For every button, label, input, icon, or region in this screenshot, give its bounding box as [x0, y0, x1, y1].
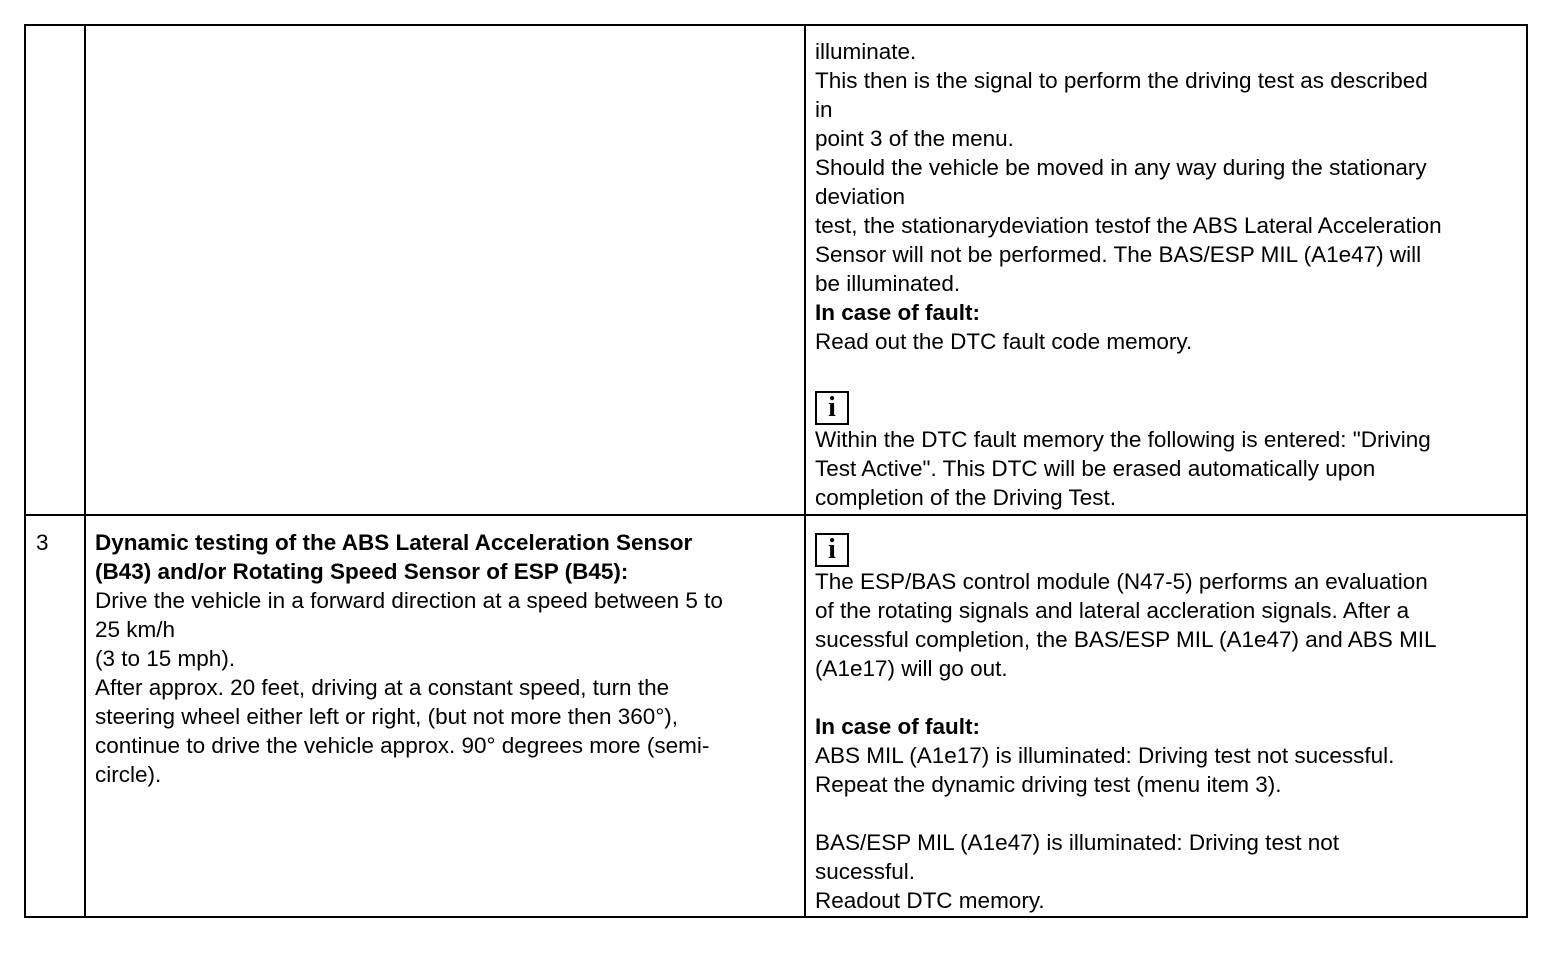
result-line: This then is the signal to perform the driving test as described: [815, 68, 1428, 93]
step-result: [806, 26, 1526, 512]
step-title-line: Dynamic testing of the ABS Lateral Acceleration Sensor: [95, 530, 693, 555]
fault-heading: In case of fault:: [815, 300, 981, 325]
note-line: Test Active". This DTC will be erased automatically upon: [815, 456, 1376, 481]
step-body-line: steering wheel either left or right, (but not more then 360°),: [95, 704, 679, 729]
step-number-cell: [25, 25, 85, 515]
step-result-cell: [805, 25, 1527, 515]
step-number: 3: [36, 530, 49, 555]
step-description: [86, 26, 804, 38]
spacer: [815, 683, 1518, 712]
table-row: [25, 515, 1527, 917]
step-title-line: (B43) and/or Rotating Speed Sensor of ESP (B45):: [95, 559, 629, 584]
fault-action: Readout DTC memory.: [815, 888, 1045, 913]
step-description-cell: [85, 25, 805, 515]
note-line: Within the DTC fault memory the following is entered: "Driving: [815, 427, 1431, 452]
info-icon: i: [815, 391, 849, 425]
result-line: test, the stationarydeviation testof the ABS Lateral Acceleration: [815, 213, 1442, 238]
step-result-cell: [805, 515, 1527, 917]
note-line: (A1e17) will go out.: [815, 656, 1008, 681]
step-description: [86, 516, 804, 789]
result-line: deviation: [815, 184, 906, 209]
fault-action: Repeat the dynamic driving test (menu item 3).: [815, 772, 1282, 797]
spacer: [815, 799, 1518, 828]
table-row: [25, 25, 1527, 515]
step-body-line: circle).: [95, 762, 162, 787]
step-body-line: (3 to 15 mph).: [95, 646, 236, 671]
step-number-cell: [25, 515, 85, 917]
step-number: [26, 26, 84, 38]
spacer: [815, 356, 1518, 385]
result-line: in: [815, 97, 833, 122]
procedure-table: [24, 24, 1528, 918]
result-line: Should the vehicle be moved in any way during the stationary: [815, 155, 1427, 180]
step-body-line: continue to drive the vehicle approx. 90° degrees more (semi-: [95, 733, 710, 758]
note-line: of the rotating signals and lateral accleration signals. After a: [815, 598, 1410, 623]
note-line: sucessful completion, the BAS/ESP MIL (A1e47) and ABS MIL: [815, 627, 1437, 652]
fault-action: ABS MIL (A1e17) is illuminated: Driving test not sucessful.: [815, 743, 1395, 768]
step-body-line: After approx. 20 feet, driving at a constant speed, turn the: [95, 675, 670, 700]
step-body-line: Drive the vehicle in a forward direction at a speed between 5 to: [95, 588, 723, 613]
fault-heading: In case of fault:: [815, 714, 981, 739]
result-line: Sensor will not be performed. The BAS/ESP MIL (A1e47) will: [815, 242, 1422, 267]
step-body-line: 25 km/h: [95, 617, 176, 642]
info-icon: i: [815, 533, 849, 567]
fault-action: sucessful.: [815, 859, 916, 884]
fault-action: Read out the DTC fault code memory.: [815, 329, 1193, 354]
result-line: illuminate.: [815, 39, 917, 64]
fault-action: BAS/ESP MIL (A1e47) is illuminated: Driving test not: [815, 830, 1339, 855]
result-line: point 3 of the menu.: [815, 126, 1014, 151]
step-result: [806, 516, 1526, 915]
step-description-cell: [85, 515, 805, 917]
note-line: The ESP/BAS control module (N47-5) performs an evaluation: [815, 569, 1428, 594]
note-line: completion of the Driving Test.: [815, 485, 1116, 510]
result-line: be illuminated.: [815, 271, 961, 296]
